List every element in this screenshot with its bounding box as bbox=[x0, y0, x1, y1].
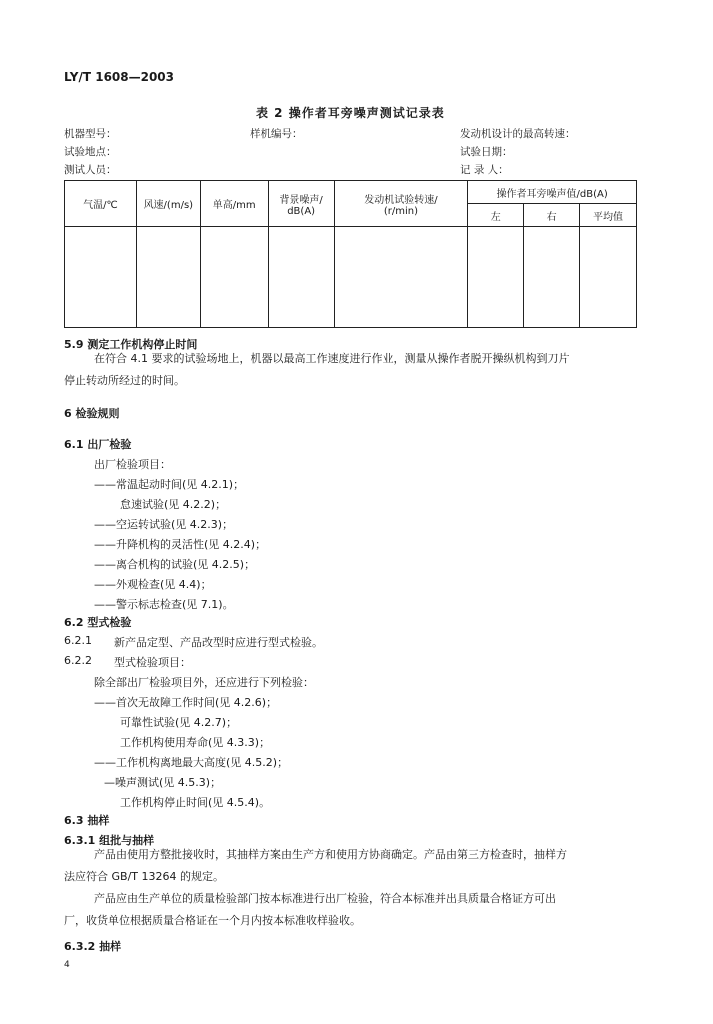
table-cell bbox=[136, 227, 200, 328]
section-5-9-line1: 在符合 4.1 要求的试验场地上，机器以最高工作速度进行作业，测量从操作者脱开操纵机构到刀片 bbox=[94, 352, 570, 365]
list-item: —噪声测试(见 4.5.3)； bbox=[104, 776, 222, 789]
col-engine-speed-line1: 发动机试验转速/ bbox=[364, 194, 438, 206]
list-item: ——离合机构的试验(见 4.2.5)； bbox=[94, 558, 256, 571]
meta-recorder: 记 录 人： bbox=[460, 164, 509, 176]
meta-test-site: 试验地点： bbox=[64, 146, 117, 158]
meta-test-date: 试验日期： bbox=[460, 146, 513, 158]
section-6-3-1-heading: 6.3.1 组批与抽样 bbox=[64, 834, 155, 847]
section-6-2-1-text: 新产品定型、产品改型时应进行型式检验。 bbox=[114, 636, 323, 649]
col-temperature: 气温/℃ bbox=[65, 181, 137, 227]
list-item: 工作机构停止时间(见 4.5.4)。 bbox=[120, 796, 271, 809]
section-6-2-1-number: 6.2.1 bbox=[64, 634, 92, 647]
list-item: ——空运转试验(见 4.2.3)； bbox=[94, 518, 234, 531]
table-cell bbox=[268, 227, 334, 328]
standard-id: LY/T 1608—2003 bbox=[64, 70, 175, 84]
meta-tester: 测试人员： bbox=[64, 164, 117, 176]
table-cell bbox=[65, 227, 137, 328]
list-item: 工作机构使用寿命(见 4.3.3)； bbox=[120, 736, 271, 749]
section-6-heading: 6 检验规则 bbox=[64, 407, 120, 420]
list-item: 怠速试验(见 4.2.2)； bbox=[120, 498, 227, 511]
section-6-3-heading: 6.3 抽样 bbox=[64, 814, 110, 827]
col-height: 单高/mm bbox=[200, 181, 268, 227]
section-6-3-1-line3: 产品应由生产单位的质量检验部门按本标准进行出厂检验，符合本标准并出具质量合格证方可出 bbox=[94, 892, 556, 905]
section-6-3-1-line2: 法应符合 GB/T 13264 的规定。 bbox=[64, 870, 224, 883]
section-5-9-heading: 5.9 测定工作机构停止时间 bbox=[64, 338, 198, 351]
section-6-3-1-line4: 厂，收货单位根据质量合格证在一个月内按本标准收样验收。 bbox=[64, 914, 361, 927]
list-item: ——常温起动时间(见 4.2.1)； bbox=[94, 478, 245, 491]
table-cell bbox=[580, 227, 637, 328]
section-5-9-line2: 停止转动所经过的时间。 bbox=[64, 374, 185, 387]
list-item: ——首次无故障工作时间(见 4.2.6)； bbox=[94, 696, 278, 709]
col-right: 右 bbox=[524, 204, 580, 227]
page-number: 4 bbox=[64, 960, 70, 970]
section-6-1-intro: 出厂检验项目： bbox=[94, 458, 171, 471]
meta-max-speed: 发动机设计的最高转速： bbox=[460, 128, 576, 140]
table-cell bbox=[468, 227, 524, 328]
table-cell bbox=[524, 227, 580, 328]
table-cell bbox=[334, 227, 468, 328]
list-item: ——工作机构离地最大高度(见 4.5.2)； bbox=[94, 756, 289, 769]
list-item: ——外观检查(见 4.4)； bbox=[94, 578, 212, 591]
section-6-1-heading: 6.1 出厂检验 bbox=[64, 438, 132, 451]
section-6-2-2-number: 6.2.2 bbox=[64, 654, 92, 667]
section-6-3-1-line1: 产品由使用方整批接收时，其抽样方案由生产方和使用方协商确定。产品由第三方检查时，抽样方 bbox=[94, 848, 567, 861]
col-bg-noise bbox=[268, 181, 334, 227]
meta-serial-no: 样机编号： bbox=[250, 128, 303, 140]
section-6-3-2-heading: 6.3.2 抽样 bbox=[64, 940, 122, 953]
table-cell bbox=[200, 227, 268, 328]
col-bg-noise-line1: 背景噪声/ bbox=[279, 194, 323, 206]
table-title: 表 2 操作者耳旁噪声测试记录表 bbox=[256, 106, 445, 120]
noise-record-table bbox=[64, 180, 637, 328]
list-item: ——升降机构的灵活性(见 4.2.4)； bbox=[94, 538, 267, 551]
list-item: 可靠性试验(见 4.2.7)； bbox=[120, 716, 238, 729]
col-wind-speed: 风速/(m/s) bbox=[136, 181, 200, 227]
list-item: ——警示标志检查(见 7.1)。 bbox=[94, 598, 234, 611]
section-6-2-intro: 除全部出厂检验项目外，还应进行下列检验： bbox=[94, 676, 314, 689]
section-6-2-2-text: 型式检验项目： bbox=[114, 656, 191, 669]
col-ear-noise: 操作者耳旁噪声值/dB(A) bbox=[468, 181, 637, 204]
col-engine-speed bbox=[334, 181, 468, 227]
col-left: 左 bbox=[468, 204, 524, 227]
col-engine-speed-line2: (r/min) bbox=[383, 205, 419, 217]
meta-machine-model: 机器型号： bbox=[64, 128, 117, 140]
col-bg-noise-line2: dB(A) bbox=[287, 205, 316, 217]
col-average: 平均值 bbox=[580, 204, 637, 227]
section-6-2-heading: 6.2 型式检验 bbox=[64, 616, 132, 629]
